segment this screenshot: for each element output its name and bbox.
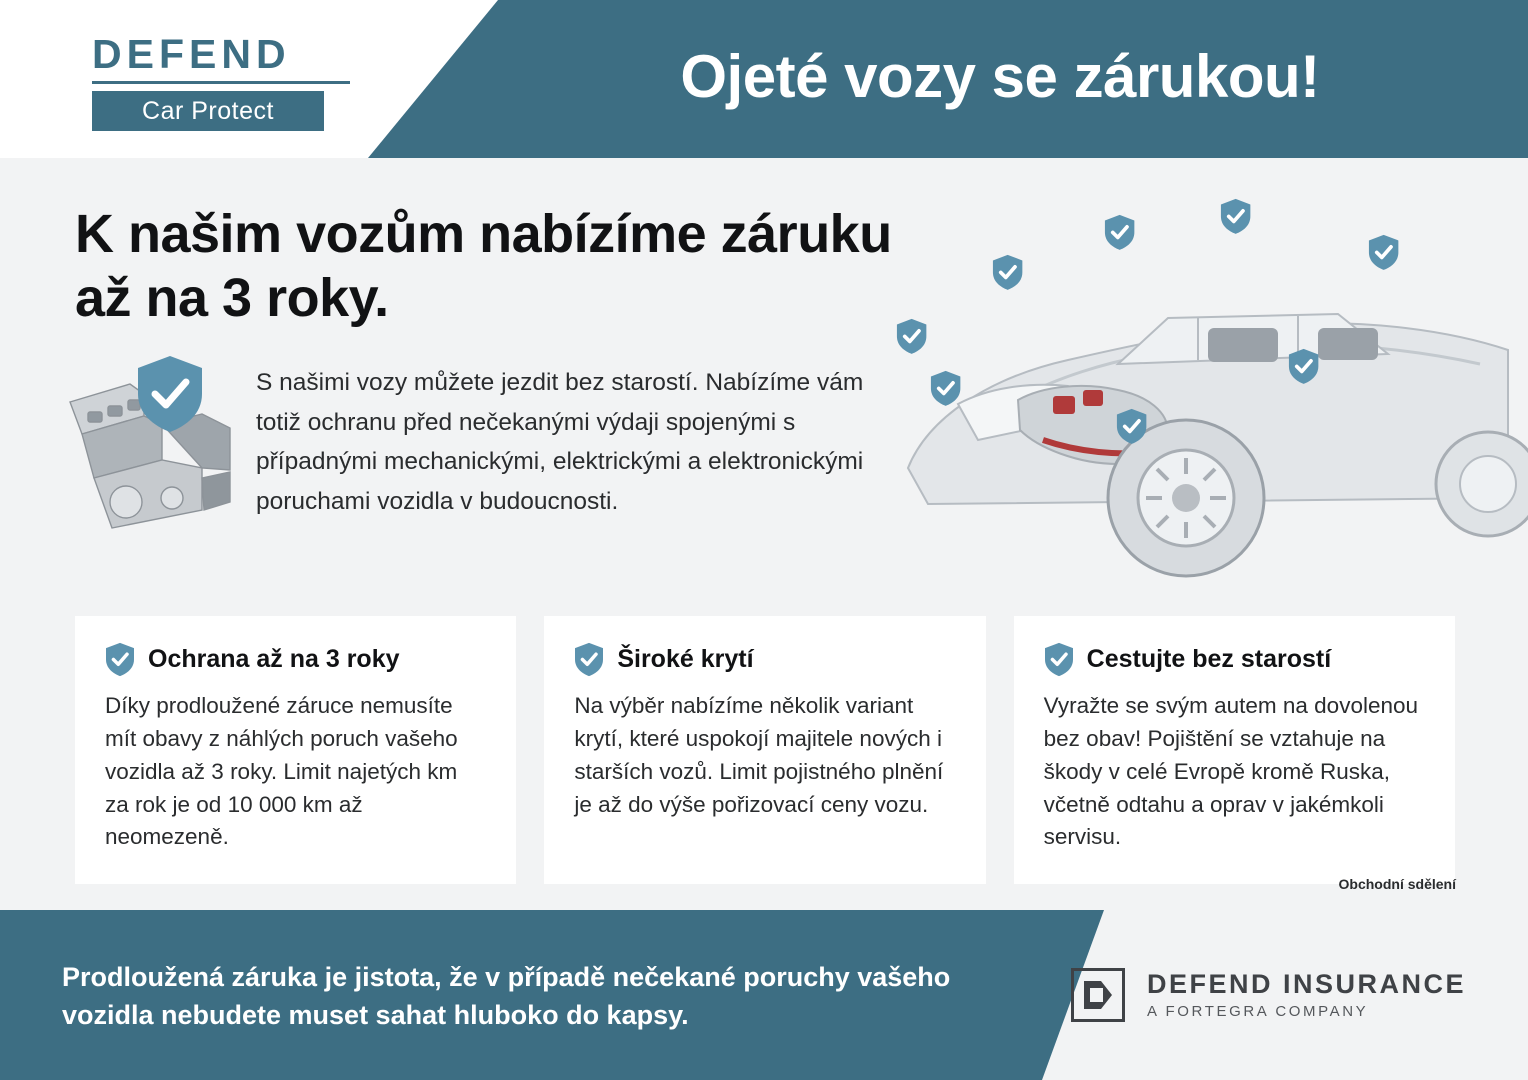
footer-brand-main: DEFEND INSURANCE xyxy=(1146,968,1466,999)
car-illustration xyxy=(868,168,1528,618)
card-title: Cestujte bez starostí xyxy=(1086,645,1332,673)
card-header xyxy=(105,642,486,677)
page-headline: Ojeté vozy se zárukou! xyxy=(680,43,1320,110)
defend-insurance-logo xyxy=(1071,968,1466,1022)
shield-check-icon xyxy=(105,642,135,677)
card-title: Ochrana až na 3 roky xyxy=(148,645,400,673)
defend-car-protect-logo xyxy=(92,31,352,131)
card-text: Díky prodloužené záruce nemusíte mít obavy z náhlých poruch vašeho vozidla až 3 roky. Limit najetých km za rok je od 10 000 km až neomezeně. xyxy=(105,693,458,850)
card-header xyxy=(1044,642,1425,677)
intro-paragraph: S našimi vozy můžete jezdit bez starostí. Nabízíme vám totiž ochranu před nečekanými výdaji spojenými s případnými mechanickými, elektrickými a elektronickými poruchami vozidla v budoucnosti. xyxy=(256,369,864,516)
footer-brand-sub: A FORTEGRA COMPANY xyxy=(1146,1003,1369,1021)
shield-check-icon xyxy=(136,354,204,434)
card-text: Na výběr nabízíme několik variant krytí, které uspokojí majitele nových i starších vozů. Limit pojistného plnění je až do výše pořizovací ceny vozu. xyxy=(574,693,944,817)
card-title: Široké krytí xyxy=(617,645,754,673)
shield-check-icon xyxy=(574,642,604,677)
benefit-card xyxy=(544,616,985,884)
header xyxy=(0,0,1528,158)
footer-message: Prodloužená záruka je jistota, že v případě nečekané poruchy vašeho vozidla nebudete muset sahat hluboko do kapsy. xyxy=(62,962,951,1031)
footer-brand-text xyxy=(1147,970,1466,1021)
logo-tagline: Car Protect xyxy=(92,91,324,131)
shield-check-icon xyxy=(1044,642,1074,677)
main-content xyxy=(0,158,1528,910)
logo-wordmark: DEFEND xyxy=(92,31,291,77)
page-title: K našim vozům nabízíme záruku až na 3 roky. xyxy=(75,204,892,328)
benefit-cards xyxy=(75,616,1455,884)
benefit-card xyxy=(1014,616,1455,884)
defend-mark-icon xyxy=(1071,968,1125,1022)
footer xyxy=(0,910,1528,1080)
logo-divider xyxy=(92,81,350,84)
disclaimer-text: Obchodní sdělení xyxy=(1338,876,1456,892)
benefit-card xyxy=(75,616,516,884)
card-text: Vyražte se svým autem na dovolenou bez obav! Pojištění se vztahuje na škody v celé Evropě kromě Ruska, včetně odtahu a oprav v jakémkoli servisu. xyxy=(1043,693,1419,850)
card-header xyxy=(574,642,955,677)
